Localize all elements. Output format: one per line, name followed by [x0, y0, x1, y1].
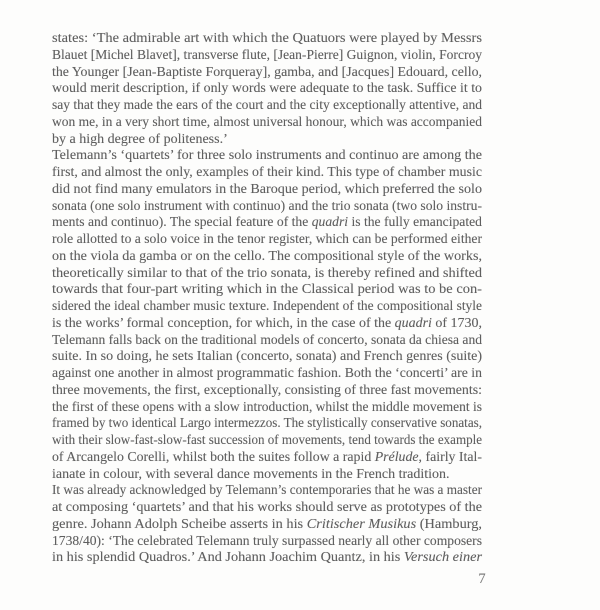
text-line: framed by two identical Largo intermezzos. The stylistically conservative sonatas,: [52, 416, 482, 432]
text-line: did not find many emulators in the Baroque period, which preferred the solo: [52, 181, 482, 197]
text-line: sonata (one solo instrument with continuo) and the trio sonata (two solo instru-: [52, 198, 482, 214]
text-line: suite. In so doing, he sets Italian (concerto, sonata) and French genres (suite): [52, 349, 482, 365]
text-line: Telemann falls back on the traditional models of concerto, sonata da chiesa and: [52, 332, 482, 348]
paragraph: [52, 483, 482, 567]
text-line: genre. Johann Adolph Scheibe asserts in his Critischer Musikus (Hamburg,: [52, 516, 482, 532]
paragraph: [52, 31, 482, 148]
text-block: [52, 31, 482, 567]
text-line: Blauet [Michel Blavet], transverse flute, [Jean-Pierre] Guignon, violin, Forcroy: [52, 47, 482, 63]
text-line: at composing ‘quartets’ and that his works should serve as prototypes of the: [52, 500, 482, 515]
text-line: Telemann’s ‘quartets’ for three solo instruments and continuo are among the: [52, 148, 482, 164]
text-line: by a high degree of politeness.’: [52, 131, 228, 147]
text-line: say that they made the ears of the court and the city exceptionally attentive, and: [52, 98, 482, 113]
text-line: won me, in a very short time, almost universal honour, which was accompanied: [52, 114, 482, 130]
text-line: the first of these opens with a slow introduction, whilst the middle movement is: [52, 399, 482, 415]
text-line: the Younger [Jean-Baptiste Forqueray], gamba, and [Jacques] Edouard, cello,: [52, 64, 482, 80]
text-line: first, and almost the only, examples of their kind. This type of chamber music: [52, 165, 482, 180]
text-line: 1738/40): ‘The celebrated Telemann truly surpassed nearly all other composers: [52, 533, 482, 549]
text-line: against one another in almost programmatic fashion. Both the ‘concerti’ are in: [52, 366, 482, 381]
text-line: of Arcangelo Corelli, whilst both the suites follow a rapid Prélude, fairly Ital-: [52, 449, 482, 465]
page-number: 7: [478, 571, 486, 587]
text-line: towards that four-part writing which in the Classical period was to be con-: [52, 282, 483, 298]
text-line: role allotted to a solo voice in the tenor register, which can be performed either: [52, 232, 482, 247]
text-line: three movements, the first, exceptionally, consisting of three fast movements:: [52, 382, 482, 398]
text-line: It was already acknowledged by Telemann’s contemporaries that he was a master: [52, 483, 482, 499]
text-line: in his splendid Quadros.’ And Johann Joachim Quantz, in his Versuch einer: [52, 550, 482, 566]
text-line: would merit description, if only words were adequate to the task. Suffice it to: [52, 81, 482, 97]
text-line: ianate in colour, with several dance movements in the French tradition.: [52, 466, 450, 482]
text-line: sidered the ideal chamber music texture. Independent of the compositional style: [52, 299, 482, 314]
text-line: states: ‘The admirable art with which the Quatuors were played by Messrs: [52, 31, 483, 46]
text-line: with their slow-fast-slow-fast succession of movements, tend towards the example: [52, 433, 482, 448]
text-line: on the viola da gamba or on the cello. The compositional style of the works,: [52, 248, 483, 264]
text-line: is the works’ formal conception, for which, in the case of the quadri of 1730,: [52, 315, 482, 331]
paragraph: [52, 148, 482, 483]
text-line: theoretically similar to that of the trio sonata, is thereby refined and shifted: [52, 265, 482, 281]
text-line: ments and continuo). The special feature of the quadri is the fully emancipated: [52, 215, 482, 231]
